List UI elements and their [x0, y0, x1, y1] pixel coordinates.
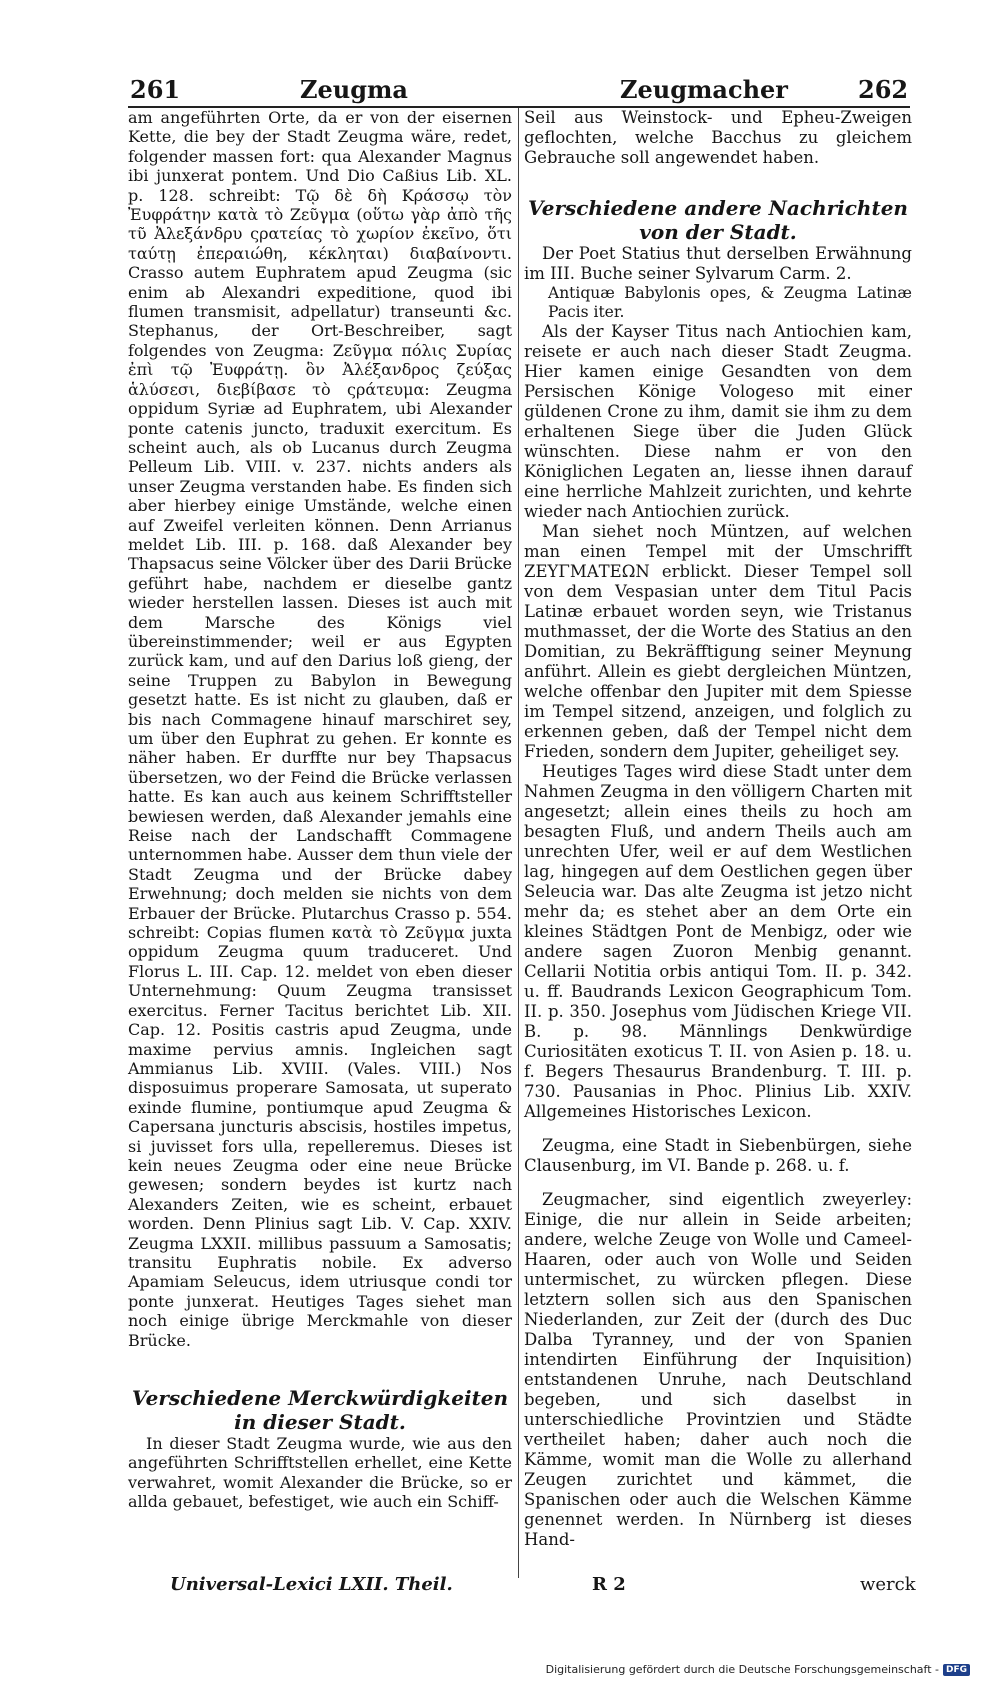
- section-heading: Verschiedene Merckwürdigkeiten in dieser Stadt.: [131, 1386, 509, 1434]
- spacer: [524, 1176, 912, 1190]
- column-divider: [518, 108, 519, 1578]
- spacer: [524, 168, 912, 196]
- verse-quote: Antiquæ Babylonis opes, & Zeugma Latinæ Pacis iter.: [548, 284, 912, 321]
- page-number-left: 261: [130, 75, 181, 104]
- paragraph: In dieser Stadt Zeugma wurde, wie aus den angeführten Schrifftstellen erhellet, eine Kette verwahret, womit Alexander die Brücke, so er allda gebauet, befestiget, wie auch ein Schiff-: [128, 1434, 512, 1512]
- dfg-logo-icon: DFG: [943, 1664, 970, 1676]
- catchword: werck: [860, 1574, 916, 1595]
- paragraph: Zeugma, eine Stadt in Siebenbürgen, siehe Clausenburg, im VI. Bande p. 268. u. f.: [524, 1136, 912, 1175]
- paragraph: am angeführten Orte, da er von der eisernen Kette, die bey der Stadt Zeugma wäre, redet, folgender massen fort: qua Alexander Magnus ibi junxerat pontem. Und Dio Caßius Lib. XL. p. 128. schreibt: Τῷ δὲ δὴ Κράσσῳ τὸν Ἐυφράτην κατὰ τὸ Ζεῦγμα (οὕτω γὰρ ἀπὸ τῆς τῦ Ἀλεξάνδρυ ςρατείας τὸ χωρίον ἐκεῖνο, ὅτι ταύτῃ ἐπεραιώθη, κέκληται) διαβαίνοντι. Crasso autem Euphratem apud Zeugma (sic enim ab Alexandri expeditione, quod ibi flumen transmisit, adpellatur) transeunti &c. Stephanus, der Ort-Beschreiber, sagt folgendes von Zeugma: Ζεῦγμα πόλις Συρίας ἐπὶ τῷ Ἐυφράτῃ. ὃν Ἀλέξανδρος ζεύξας ἁλύσεσι, διεβίβασε τὸ ςράτευμα: Zeugma oppidum Syriæ ad Euphratem, ubi Alexander ponte catenis juncto, traduxit exercitum. Es scheint auch, als ob Lucanus durch Zeugma Pelleum Lib. VIII. v. 237. nichts anders als unser Zeugma verstanden habe. Es finden sich aber hierbey einige Umstände, welche einen auf Zweifel verleiten können. Denn Arrianus meldet Lib. III. p. 168. daß Alexander bey Thapsacus seine Völcker über des Darii Brücke geführt habe, nachdem er dieselbe gantz wieder herstellen lassen. Dieses ist auch mit dem Marsche des Königs viel übereinstimmender; weil er aus Egypten zurück kam, und auf den Darius loß gieng, der seine Truppen zu Babylon in Bewegung gesetzt hatte. Es ist nicht zu glauben, daß er bis nach Commagene hinauf marschiret sey, um über den Euphrat zu gehen. Er konnte es näher haben. Er durffte nur bey Thapsacus übersetzen, wo der Feind die Brücke verlassen hatte. Es kan auch aus keinem Schrifftsteller bewiesen werden, daß Alexander jemahls eine Reise nach der Landschafft Commagene unternommen habe. Ausser dem thun viele der Stadt Zeugma und der Brücke dabey Erwehnung; doch melden sie nichts von dem Erbauer der Brücke. Plutarchus Crasso p. 554. schreibt: Copias flumen κατὰ τὸ Ζεῦγμα juxta oppidum Zeugma quum traduceret. Und Florus L. III. Cap. 12. meldet von eben dieser Unternehmung: Quum Zeugma transisset exercitus. Ferner Tacitus berichtet Lib. XII. Cap. 12. Positis castris apud Zeugma, unde maxime pervius amnis. Ingleichen sagt Ammianus Lib. XVIII. (Vales. VIII.) Nos disposuimus properare Samosata, ut superato exinde flumine, pontiumque apud Zeugma & Capersana juncturis abscisis, hostiles impetus, si juvisset fors ulla, repelleremus. Dieses ist kein neues Zeugma oder eine neue Brücke gewesen; sondern beydes ist kurtz nach Alexanders Zeiten, wie es scheint, erbauet worden. Denn Plinius sagt Lib. V. Cap. XXIV. Zeugma LXXII. millibus passuum a Samosatis; transitu Euphratis nobile. Ex adverso Apamiam Seleucus, idem utriusque condi tor ponte junxerat. Heutiges Tages siehet man noch einige übrige Merckmahle von dieser Brücke.: [128, 108, 512, 1350]
- paragraph: Man siehet noch Müntzen, auf welchen man einen Tempel mit der Umschrifft ΖΕΥΓΜΑΤΕΩΝ erblickt. Dieser Tempel soll von dem Vespasian unter dem Titul Pacis Latinæ erbauet worden seyn, wie Tristanus muthmasset, der die Worte des Statius an den Domitian, zu Bekräfftigung seiner Meynung anführt. Allein es giebt dergleichen Müntzen, welche offenbar den Jupiter mit dem Spiesse im Tempel sitzend, anzeigen, und folglich zu erkennen geben, daß der Tempel nicht dem Frieden, sondern dem Jupiter, geheiliget sey.: [524, 522, 912, 761]
- paragraph: Seil aus Weinstock- und Epheu-Zweigen geflochten, welche Bacchus zu gleichem Gebrauche soll angewendet haben.: [524, 108, 912, 167]
- running-head-left: Zeugma: [300, 75, 408, 104]
- paragraph: Als der Kayser Titus nach Antiochien kam, reisete er auch nach dieser Stadt Zeugma. Hier kamen einige Gesandten von dem Persischen Könige Vologeso mit einer güldenen Crone zu ihm, damit sie ihm zu dem erhaltenen Siege über die Juden Glück wünschten. Diese nahm er von den Königlichen Legaten an, liesse ihnen darauf eine herrliche Mahlzeit zurichten, und kehrte wieder nach Antiochien zurück.: [524, 322, 912, 521]
- footer-text: Digitalisierung gefördert durch die Deutsche Forschungsgemeinschaft -: [545, 1663, 939, 1676]
- section-heading: Verschiedene andere Nachrichten von der Stadt.: [528, 196, 908, 244]
- spacer: [128, 1350, 512, 1386]
- running-head-right: Zeugmacher: [620, 75, 788, 104]
- page-number-right: 262: [858, 75, 909, 104]
- left-column: [128, 108, 512, 1512]
- spacer: [524, 1122, 912, 1136]
- paragraph: Der Poet Statius thut derselben Erwähnung im III. Buche seiner Sylvarum Carm. 2.: [524, 244, 912, 283]
- sheet-mark: R 2: [592, 1574, 626, 1595]
- paragraph: Heutiges Tages wird diese Stadt unter dem Nahmen Zeugma in den völligern Charten mit angesetzt; allein eines theils zu hoch am besagten Fluß, und andern Theils auch am unrechten Ufer, weil er auf dem Westlichen lag, hingegen auf dem Oestlichen gegen über Seleucia war. Das alte Zeugma ist jetzo nicht mehr da; es stehet aber an dem Orte ein kleines Städtgen Pont de Menbigz, oder wie andere sagen Zuoron Menbig genannt. Cellarii Notitia orbis antiqui Tom. II. p. 342. u. ff. Baudrands Lexicon Geographicum Tom. II. p. 350. Josephus vom Jüdischen Kriege VII. B. p. 98. Männlings Denkwürdige Curiositäten exoticus T. II. von Asien p. 18. u. f. Begers Thesaurus Brandenburg. T. III. p. 730. Pausanias in Phoc. Plinius Lib. XXIV. Allgemeines Historisches Lexicon.: [524, 762, 912, 1121]
- right-column: [524, 108, 912, 1550]
- footer-credit: [546, 1663, 970, 1676]
- paragraph: Zeugmacher, sind eigentlich zweyerley: Einige, die nur allein in Seide arbeiten; andere, welche Zeuge von Wolle und Cameel-Haaren, oder auch von Wolle und Seiden untermischet, zu würcken pflegen. Diese letztern sollen sich aus den Spanischen Niederlanden, zur Zeit der (durch des Duc Dalba Tyranney, und der von Spanien intendirten Einführung der Inquisition) entstandenen Unruhe, nach Deutschland begeben, und sich daselbst in unterschiedliche Provintzien und Städte vertheilet haben; daher auch noch die Kämme, womit man die Wolle zu allerhand Zeugen zurichtet und kämmet, die Spanischen oder auch die Welschen Kämme genennet werden. In Nürnberg ist dieses Hand-: [524, 1190, 912, 1549]
- signature-line: Universal-Lexici LXII. Theil.: [170, 1574, 453, 1595]
